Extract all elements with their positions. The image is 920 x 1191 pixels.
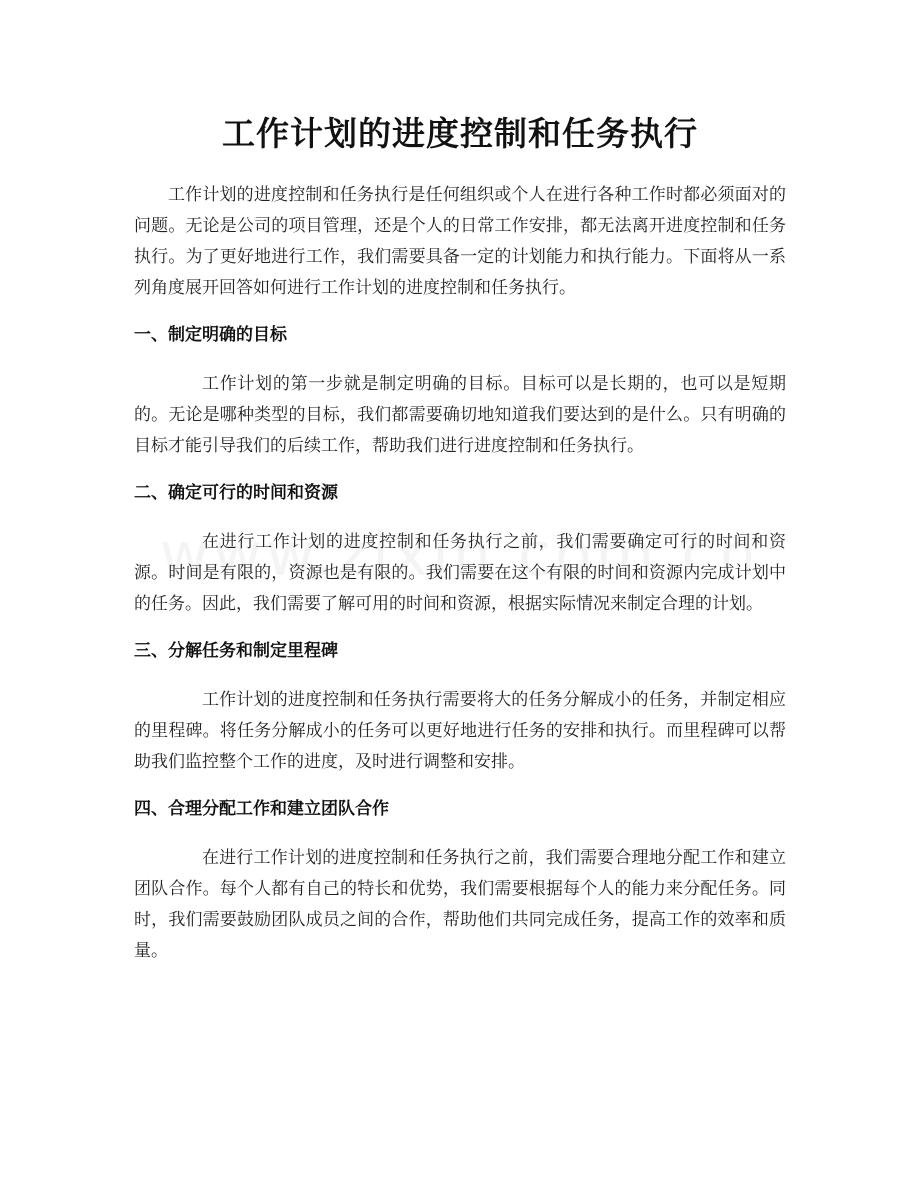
section-paragraph-4: 在进行工作计划的进度控制和任务执行之前，我们需要合理地分配工作和建立团队合作。每个人都有自己的特长和优势，我们需要根据每个人的能力来分配任务。同时，我们需要鼓励团队成员之间的合作，帮助他们共同完成任务，提高工作的效率和质量。 (134, 848, 786, 961)
section-paragraph-3: 工作计划的进度控制和任务执行需要将大的任务分解成小的任务，并制定相应的里程碑。将任务分解成小的任务可以更好地进行任务的安排和执行。而里程碑可以帮助我们监控整个工作的进度，及时进行调整和安排。 (134, 690, 786, 772)
section-heading-1: 一、制定明确的目标 (134, 325, 287, 345)
document-title: 工作计划的进度控制和任务执行 (222, 114, 698, 153)
section-heading-4: 四、合理分配工作和建立团队合作 (134, 799, 389, 819)
section-paragraph-1: 工作计划的第一步就是制定明确的目标。目标可以是长期的，也可以是短期的。无论是哪种类型的目标，我们都需要确切地知道我们要达到的是什么。只有明确的目标才能引导我们的后续工作，帮助我们进行进度控制和任务执行。 (134, 374, 786, 456)
intro-paragraph: 工作计划的进度控制和任务执行是任何组织或个人在进行各种工作时都必须面对的问题。无论是公司的项目管理，还是个人的日常工作安排，都无法离开进度控制和任务执行。为了更好地进行工作，我们需要具备一定的计划能力和执行能力。下面将从一系列角度展开回答如何进行工作计划的进度控制和任务执行。 (134, 185, 786, 298)
section-heading-3: 三、分解任务和制定里程碑 (134, 641, 338, 661)
section-paragraph-2: 在进行工作计划的进度控制和任务执行之前，我们需要确定可行的时间和资源。时间是有限的，资源也是有限的。我们需要在这个有限的时间和资源内完成计划中的任务。因此，我们需要了解可用的时间和资源，根据实际情况来制定合理的计划。 (134, 532, 786, 614)
document-body (134, 180, 786, 984)
section-heading-2: 二、确定可行的时间和资源 (134, 483, 338, 503)
